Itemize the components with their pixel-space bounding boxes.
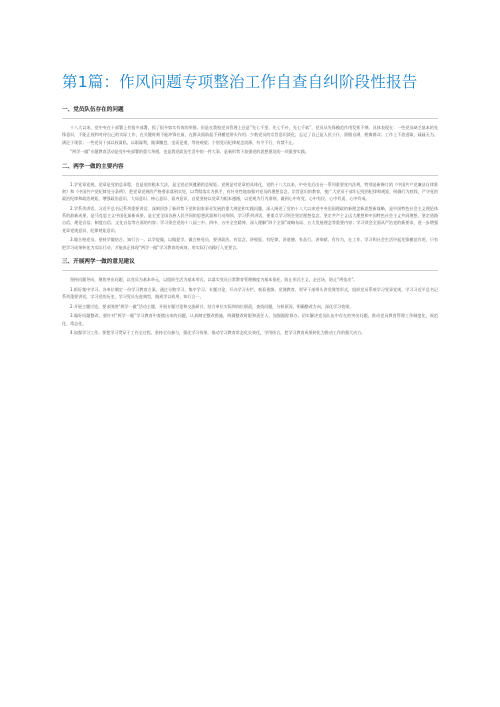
section-heading: 二、两学一做的主要内容 [62, 163, 124, 170]
section-content [62, 163, 438, 251]
section-divider [62, 175, 438, 176]
paragraph: 1.抓好集中学习。各单位制定一份学习教育方案，通过分散学习、集中学习、专题讨论、开办学习专栏、观看视频、党课教育、领导干部带头讲党课等形式，组织党员系统学习党章党规，学习习近平总书记系列重要讲话，学习党的历史，学习党员先进典型，做到学以致用、知行合一。 [62, 286, 438, 300]
paragraph: 3.做好问题整改。要针对“两学一做”学习教育中查摆出来的问题，认真制定整改措施，明确整改时限和责任人，加强跟踪督办，切实解决党员队伍中存在的突出问题，推动党员教育管理工作制度化、规范化、常态化。 [62, 313, 438, 326]
paragraph: 1.学党章党规。党章是党的总章程，也是党的根本大法，是全党必须遵循的总规矩。党规是对党章的具体化，党的十八大以来，中央先后出台一系列重要党内法规，特别是新修订的《中国共产党廉洁自律准则》和《中国共产党纪律处分条例》，把党章党规的严格要求落到实处，以贯彻落实为抓手，有针对性地加强对党员的理想信念、宗旨意识的教育，使广大党员干部牢记党的纪律和规矩，明确行为底线，严守党的政治纪律和政治规矩，增强政治意识、大局意识、核心意识、看齐意识，自觉坚持以党章为根本遵循，以党规为行为准则，做到心中有党、心中有民、心中有责、心中有戒。 [62, 181, 438, 202]
paragraph: 十八大以来，党中央在十部署上有很多部署，抓了很多如实有效的举措。但是在我校党员管理上还是“先七千里，先七千补，先七千软”，党员从先锋模范作用发挥不够。具体表现在：一些党员缺乏基本的先锋意识，不能正视和对待自己的实际工作，在关键时刻不能冲锋在前，在群众面前起不到模范带头作用；少数党员的宗旨意识淡化，忘记了自己是人民公仆，骄傲自满，脱离群众；工作上不思进取，碌碌无为，满足于现状；一些党员干部以权谋私，以职谋利，做事懈怠，坐而论道，等待观望；个别党员纪律观念淡薄，有令不行，有禁不止。 [62, 125, 438, 145]
paragraph: 2.开展主题讨论。要求围绕“两学一做”活动主题，开展专题讨论和交流研讨，结合单位实际和岗位职责，查找问题，分析原因，明确整改方向，深化学习效果。 [70, 303, 354, 309]
section-heading: 一、党员队伍存在的问题 [62, 107, 124, 113]
section-divider [62, 118, 438, 119]
document-title: 第1篇：作风问题专项整治工作自查自纠阶段性报告 [62, 73, 418, 91]
section-suggestions [62, 258, 438, 337]
paragraph: 4.加强学习工作。要把学习贯穿于工作全过程，坚持全员参与，强化学习效果，推动学习教育常态化长效化，学用结合，把学习教育成果转化为推动工作的强大动力。 [70, 330, 366, 336]
paragraph: 坚持问题导向，聚焦突出问题，以党员为基本单元，以组织生活为基本形式，以落实党员日常教育管理制度为基本依托，防止形式主义，走过场，防止“两张皮”。 [70, 277, 358, 283]
paragraph: 2.学系列讲话。习近平总书记系列重要讲话，深刻回答了新形势下党和国家事业发展的重大理论和实践问题，深入阐述了党的十八大以来党中央治国理政的新理念新思想新战略，是中国特色社会主义理论体系的最新成果，是马克思主义中国化最新成果，是全党全国各族人民共同的思想武器和行动纲领。学习系列讲话，要重点学习领会坚定理想信念、坚定共产主义远大理想和中国特色社会主义共同理想、坚定道路自信、理论自信、制度自信、文化自信等方面的内容；学习领会党的十八届三中、四中、五中全会精神，深入理解“四个全面”战略布局、五大发展理念等重要内容；学习领会全面从严治党的新要求，进一步增强党章党规意识、纪律规矩意识。 [62, 205, 438, 233]
section-divider [62, 270, 438, 271]
paragraph: “两学一做”专题教育活动是党中央部署的重大举措，也是我党政治生活中的一件大事，是新形势下加强党的思想建设的一项重要实践。 [70, 149, 309, 155]
section-heading: 三、开展两学一做的意见建议 [62, 259, 135, 266]
paragraph: 3.做合格党员。坚持学做结合、知行合一，以学促做，以做促学。做合格党员，要讲政治、有信念，讲规矩、有纪律，讲道德、有品行，讲奉献、有作为，在工作、学习和社会生活中起先锋模范作用，只有把学习成果转化为实际行动，才能真正体现“两学一做”学习教育的成效，用实际行动践行入党誓言。 [62, 237, 438, 250]
section-problems [62, 106, 438, 156]
